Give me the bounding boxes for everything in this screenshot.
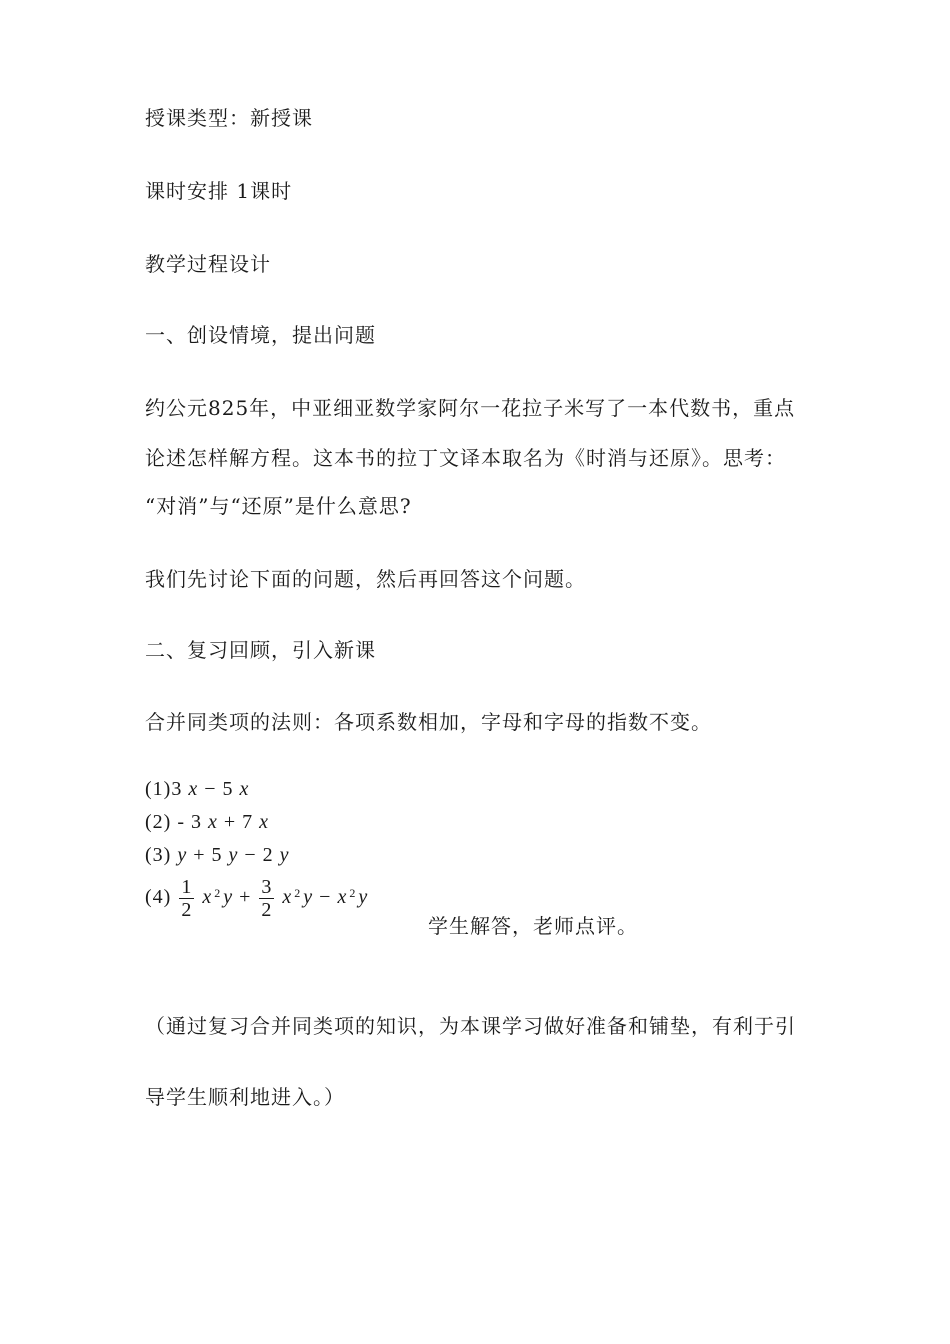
rule-text: 合并同类项的法则：各项系数相加，字母和字母的指数不变。 bbox=[145, 710, 712, 734]
process-heading: 教学过程设计 bbox=[145, 252, 271, 276]
exercise-2: (2) - 3 x + 7 x bbox=[145, 811, 270, 833]
lesson-type: 授课类型：新授课 bbox=[145, 106, 313, 130]
exercise-3: (3) y + 5 y − 2 y bbox=[145, 844, 290, 866]
section-2-heading: 二、复习回顾，引入新课 bbox=[145, 638, 376, 662]
note-line-1: （通过复习合并同类项的知识，为本课学习做好准备和铺垫，有利于引 bbox=[145, 1014, 796, 1038]
student-feedback: 学生解答，老师点评。 bbox=[428, 914, 638, 938]
exercise-4: (4) $\frac{1}{2}$ x $^2$ y + $\frac{3}{2}$ x $^2$ y − x $^2$ y bbox=[145, 876, 369, 921]
paragraph-1-line-2: 论述怎样解方程。这本书的拉丁文译本取名为《时消与还原》。思考： bbox=[145, 446, 786, 470]
paragraph-2: 我们先讨论下面的问题，然后再回答这个问题。 bbox=[145, 567, 586, 591]
fraction-three-halves: $\frac{3}{2}$ bbox=[261, 876, 273, 921]
paragraph-1-line-1: 约公元825年，中亚细亚数学家阿尔一花拉子米写了一本代数书，重点 bbox=[145, 396, 796, 420]
paragraph-1-line-3: “对消”与“还原”是什么意思? bbox=[145, 494, 412, 518]
exercise-1: (1)3 x − 5 x bbox=[145, 778, 250, 800]
note-line-2: 导学生顺利地进入。） bbox=[145, 1085, 345, 1109]
lesson-schedule: 课时安排 1课时 bbox=[145, 179, 293, 203]
fraction-one-half: $\frac{1}{2}$ bbox=[181, 876, 193, 921]
section-1-heading: 一、创设情境，提出问题 bbox=[145, 323, 376, 347]
